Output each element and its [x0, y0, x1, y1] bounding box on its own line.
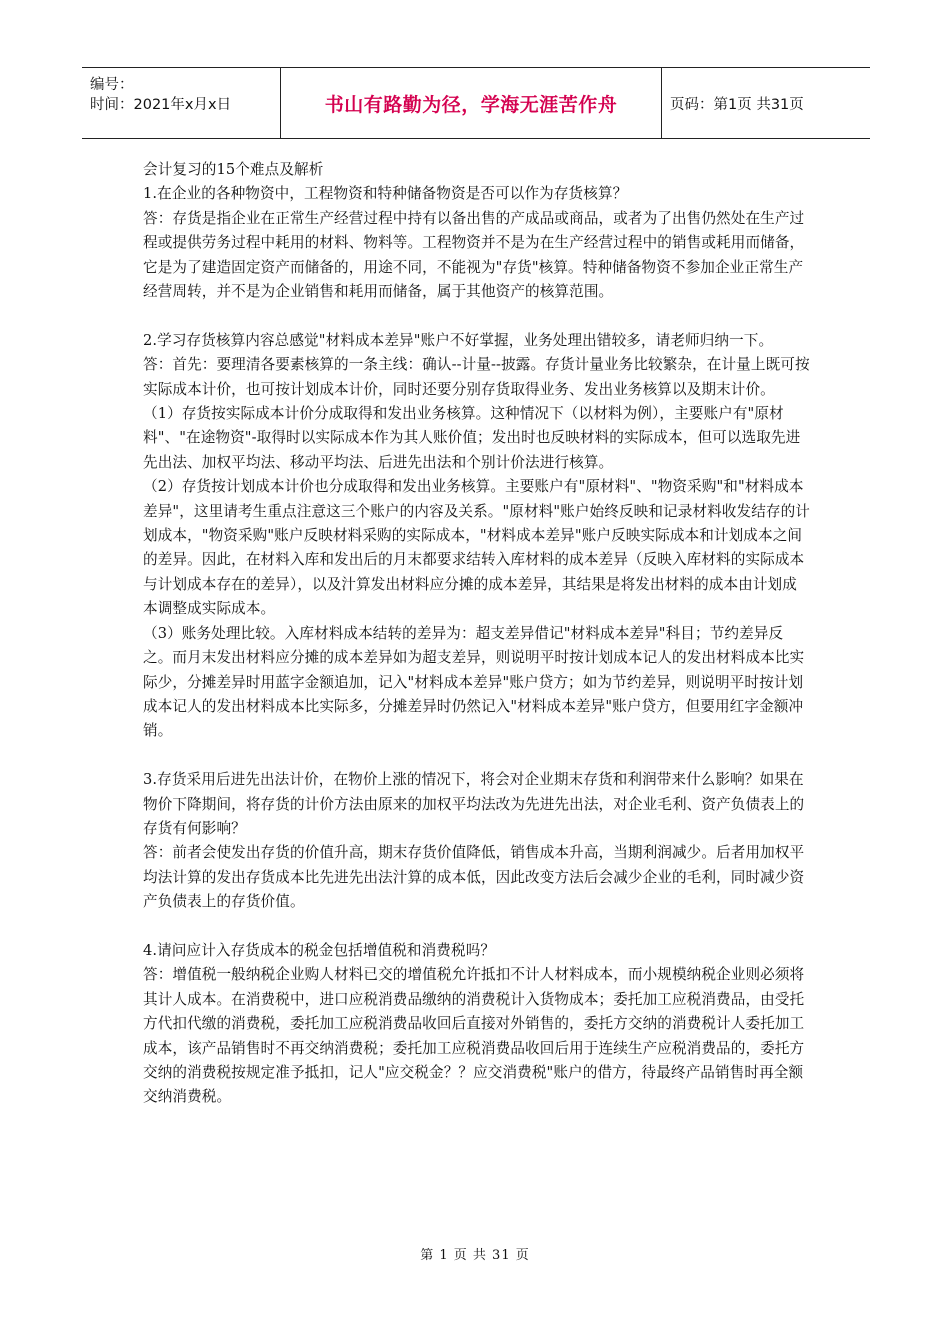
header-motto-cell: [281, 68, 662, 138]
paragraph: 4.请问应计入存货成本的税金包括增值税和消费税吗？: [143, 941, 496, 959]
doc-number-label: 编号：: [90, 77, 134, 93]
paragraph-gap: [143, 744, 811, 768]
page-footer: 第 1 页 共 31 页: [420, 1248, 530, 1263]
paragraph: （1）存货按实际成本计价分成取得和发出业务核算。这种情况下（以材料为例），主要账户有"原材料"、"在途物资"-取得时以实际成本作为其人账价值；发出时也反映材料的实际成本，但可以选取先进先出法、加权平均法、移动平均法、后进先出法和个别计价法进行核算。: [143, 405, 801, 471]
paragraph: （2）存货按计划成本计价也分成取得和发出业务核算。主要账户有"原材料"、"物资采购"和"材料成本差异"，这里请考生重点注意这三个账户的内容及关系。"原材料"账户始终反映和记录材料收发结存的计划成本，"物资采购"账户反映材料采购的实际成本，"材料成本差异"账户反映实际成本和计划成本之间的差异。因此，在材料入库和发出后的月末都要求结转入库材料的成本差异（反映入库材料的实际成本与计划成本存在的差异），以及汁算发出材料应分摊的成本差异，其结果是将发出材料的成本由计划成本调整成实际成本。: [143, 478, 810, 618]
paragraph: （3）账务处理比较。入库材料成本结转的差异为：超支差异借记"材料成本差异"科目；节约差异反之。而月末发出材料应分摊的成本差异如为超支差异，则说明平时按计划成本记人的发出材料成本比实际少，分摊差异时用蓝字金额追加，记入"材料成本差异"账户贷方；如为节约差异，则说明平时按计划成本记人的发出材料成本比实际多，分摊差异时仍然记入"材料成本差异"账户贷方，但要用红字金额冲销。: [143, 624, 805, 740]
paragraph: 答：首先：要理清各要素核算的一条主线：确认--计量--披露。存货计量业务比较繁杂，在计量上既可按实际成本计价，也可按计划成本计价，同时还要分别存货取得业务、发出业务核算以及期末计价。: [143, 356, 810, 398]
document-title: 会计复习的15个难点及解析: [143, 161, 324, 178]
document-body: [143, 158, 811, 1110]
page-header: [82, 67, 870, 139]
paragraph-gap: [143, 304, 811, 328]
header-page-label: 页码：第1页 共31页: [670, 96, 804, 113]
doc-date-label: 时间：2021年x月x日: [90, 97, 232, 113]
paragraph: 答：前者会使发出存货的价值升高，期末存货价值降低，销售成本升高，当期利润减少。后者用加权平均法计算的发出存货成本比先进先出法汁算的成本低，因此改变方法后会减少企业的毛利，同时减少资产负债表上的存货价值。: [143, 844, 805, 911]
paragraph: 答：增值税一般纳税企业购人材料已交的增值税允许抵扣不计人材料成本，而小规模纳税企业则必须将其计人成本。在消费税中，进口应税消费品缴纳的消费税计入货物成本；委托加工应税消费品，由受托方代扣代缴的消费税，委托加工应税消费品收回后直接对外销售的，委托方交纳的消费税计人委托加工成本，该产品销售时不再交纳消费税；委托加工应税消费品收回后用于连续生产应税消费品的，委托方交纳的消费税按规定准予抵扣，记人"应交税金？？应交消费税"账户的借方，待最终产品销售时再全额交纳消费税。: [143, 966, 805, 1106]
header-page-cell: [662, 68, 870, 138]
header-meta: [82, 68, 281, 138]
paragraph-gap: [143, 915, 811, 939]
paragraph: 3.存货采用后进先出法计价，在物价上涨的情况下，将会对企业期末存货和利润带来什么影响？如果在物价下降期间，将存货的计价方法由原来的加权平均法改为先进先出法，对企业毛利、资产负债表上的存货有何影响？: [143, 771, 805, 837]
paragraph: 2.学习存货核算内容总感觉"材料成本差异"账户不好掌握，业务处理出错较多，请老师归纳一下。: [143, 331, 774, 349]
header-motto: 书山有路勤为径，学海无涯苦作舟: [324, 93, 618, 116]
paragraph: 1.在企业的各种物资中，工程物资和特种储备物资是否可以作为存货核算？: [143, 185, 628, 203]
paragraph: 答：存货是指企业在正常生产经营过程中持有以备出售的产成品或商品，或者为了出售仍然处在生产过程或提供劳务过程中耗用的材料、物料等。工程物资并不是为在生产经营过程中的销售或耗用而储备，它是为了建造固定资产而储备的，用途不同，不能视为"存货"核算。特种储备物资不参加企业正常生产经营周转，并不是为企业销售和耗用而储备，属于其他资产的核算范围。: [143, 209, 805, 301]
